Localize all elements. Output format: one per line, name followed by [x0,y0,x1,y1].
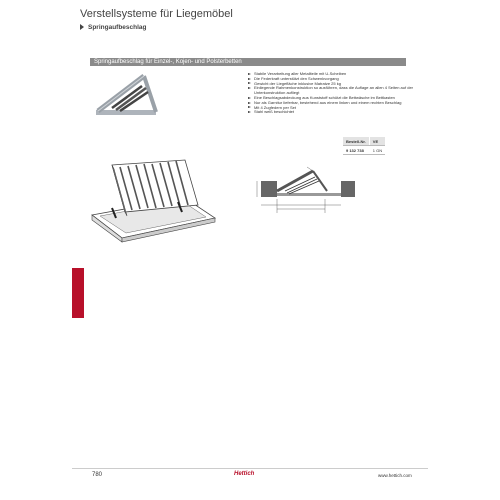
table-header-row [343,137,385,146]
list-item: Stabile Verarbeitung aller Metallteile mit U-Scheiben [248,72,418,77]
list-item: Die Federkraft unterstützt den Schwenkvorgang [248,77,418,82]
list-item: Mit 4 Zugfedern per Set [248,106,418,111]
table-cell: 1 GN [369,146,385,155]
spring-fitting-image [92,70,172,122]
table-row [343,146,385,155]
list-item: Eine Beschlagsabdeckung aus Kunststoff schützt die Bettwäsche im Bettkasten [248,96,418,101]
section-band-title: Springaufbeschlag für Einzel-, Kojen- und Polsterbetten [90,58,406,66]
list-item: Einliegende Rahmenkonstruktion so ausführen, dass die Auflage an allen 4 Seiten auf der Unterkonstruktion aufliegt [248,86,418,96]
table-cell: 9 132 738 [343,146,369,155]
page-title: Verstellsysteme für Liegemöbel [80,8,233,20]
section-subtitle [80,24,147,31]
technical-drawing [255,165,355,220]
page-number: 780 [92,472,103,478]
list-item: Stahl weiß beschichtet [248,110,418,115]
table-header-cell: VE [369,137,385,146]
footer-divider [72,468,428,469]
triangle-bullet-icon [80,24,84,30]
bed-frame-illustration [90,160,225,245]
subtitle-text: Springaufbeschlag [88,24,147,31]
list-item: Nur als Garnitur lieferbar, bestehend aus einem linken und einem rechten Beschlag [248,101,418,106]
feature-list [248,72,418,115]
list-item: Gewicht der Liegefläche inklusive Matratze 25 kg [248,82,418,87]
order-table [343,137,385,155]
brand-logo: Hettich [234,471,255,477]
footer-url[interactable]: www.hettich.com [378,473,412,478]
chapter-tab [72,268,84,318]
table-header-cell: Bestell-Nr. [343,137,369,146]
